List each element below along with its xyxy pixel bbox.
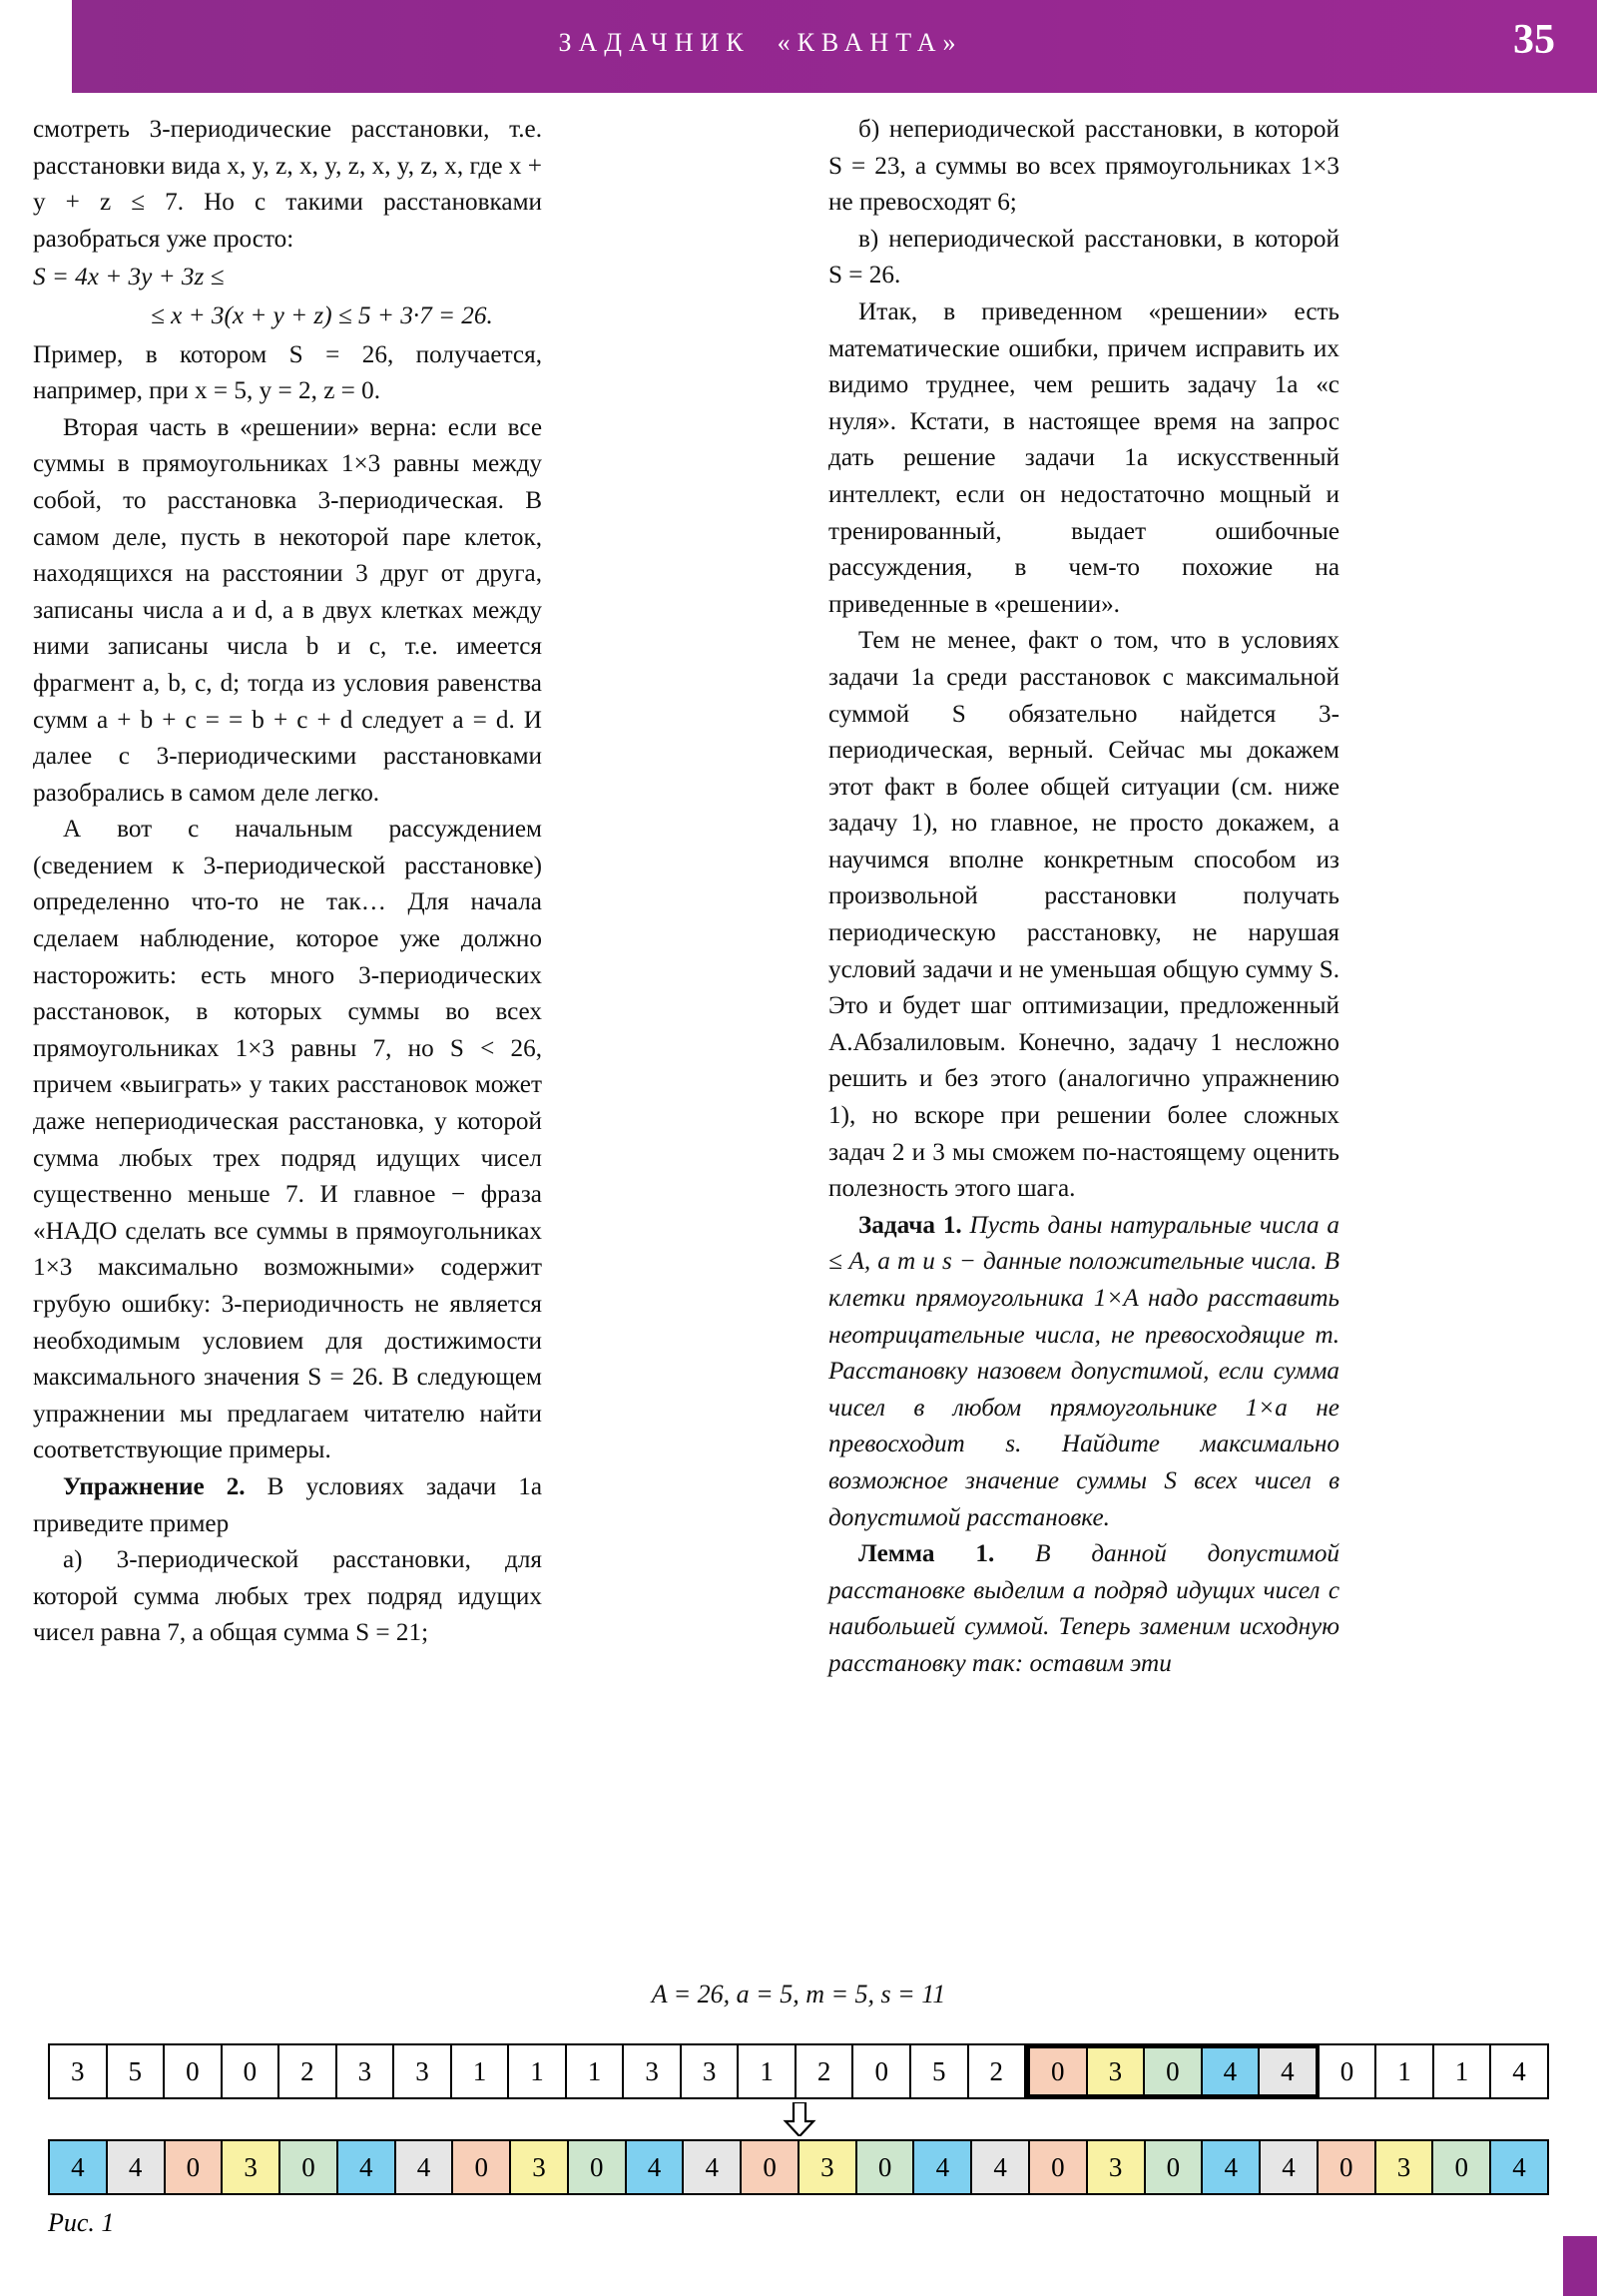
paragraph-second-part: Вторая часть в «решении» верна: если все суммы в прямоугольниках 1×3 равны между собой, то расстановка 3-периодическая. В самом деле, пусть в некоторой паре клеток, находящихся на расстоянии 3 друг от друга, записаны числа a и d, а в двух клетках между ними записаны числа b и c, т.е. имеется фрагмент a, b, c, d; тогда из условия равенства сумм a + b + c = = b + c + d следует a = d. И далее с 3-периодическими расстановками разобрались в самом деле легко. (33, 413, 542, 807)
article-body (0, 112, 1597, 1979)
figure-top-row-cell: 3 (682, 2045, 740, 2097)
figure-bottom-row-cell: 4 (108, 2141, 166, 2193)
left-column (33, 112, 542, 1652)
task-1-label: Задача 1. (858, 1211, 962, 1239)
figure-top-row-cell: 0 (1026, 2045, 1088, 2097)
figure-caption: Рис. 1 (48, 2208, 115, 2237)
figure-bottom-row-cell: 0 (1030, 2141, 1088, 2193)
task-1-text: Пусть даны натуральные числа a ≤ A, a m и s − данные положительные числа. В клетки прямоугольника 1×A надо расставить неотрицательные числа, не превосходящие m. Расстановку назовем допустимой, если сумма чисел в любом прямоугольнике 1×a не превосходит s. Найдите максимально возможное значение суммы S всех чисел в допустимой расстановке. (828, 1211, 1339, 1531)
figure-bottom-row-cell: 0 (569, 2141, 627, 2193)
figure-bottom-row-cell: 4 (684, 2141, 742, 2193)
figure-top-row-cell: 4 (1260, 2045, 1320, 2097)
figure-bottom-row-cell: 0 (1319, 2141, 1376, 2193)
figure-bottom-row-cell: 4 (1203, 2141, 1261, 2193)
page-number: 35 (1513, 17, 1555, 63)
paragraph-optimization-step: Тем не менее, факт о том, что в условиях задачи 1а среди расстановок с максимальной суммой S обязательно найдется 3-периодическая, верный. Сейчас мы докажем этот факт в более общей ситуации (см. ниже задачу 1), но главное, не просто докажем, а научимся вполне конкретным способом из произвольной расстановки получать периодическую расстановку, не нарушая условий задачи и не уменьшая общую сумму S. Это и будет шаг оптимизации, предложенный А.Абзалиловым. Конечно, задачу 1 несложно решить и без этого (аналогично упражнению 1), но вскоре при решении более сложных задач 2 и 3 мы сможем по-настоящему оценить полезность этого шага. (828, 627, 1339, 1203)
figure-top-row (48, 2043, 1549, 2099)
figure-bottom-row-cell: 4 (1261, 2141, 1319, 2193)
figure-top-row-cell: 1 (452, 2045, 510, 2097)
bottom-corner-tab (1563, 2236, 1597, 2296)
display-equation-1: S = 4x + 3y + 3z ≤ (33, 264, 225, 291)
figure-top-row-cell: 0 (1145, 2045, 1203, 2097)
exercise-2-label: Упражнение 2. (63, 1472, 246, 1500)
figure-top-row-cell: 1 (739, 2045, 797, 2097)
figure-bottom-row-cell: 0 (166, 2141, 224, 2193)
figure-top-row-cell: 4 (1203, 2045, 1261, 2097)
figure-top-row-cell: 4 (1491, 2045, 1547, 2097)
figure-top-row-cell: 3 (624, 2045, 682, 2097)
figure-bottom-row-cell: 4 (396, 2141, 454, 2193)
exercise-2-paragraph (33, 1469, 542, 1542)
figure-top-row-cell: 1 (1434, 2045, 1492, 2097)
figure-top-row-cell: 3 (337, 2045, 395, 2097)
paragraph-conclusion-errors: Итак, в приведенном «решении» есть математические ошибки, причем исправить их видимо труднее, чем решить задачу 1а «с нуля». Кстати, в настоящее время на запрос дать решение задачи 1а искусственный интеллект, если он недостаточно мощный и тренированный, выдает ошибочные рассуждения, в чем-то похожие на приведенные в «решении». (828, 297, 1339, 618)
lemma-1-paragraph (828, 1536, 1339, 1682)
figure-bottom-row-cell: 4 (338, 2141, 396, 2193)
figure-top-row-cell: 1 (1376, 2045, 1434, 2097)
exercise-2-item-a: а) 3-периодической расстановки, для которой сумма любых трех подряд идущих чисел равна 7, а общая сумма S = 21; (33, 1546, 542, 1647)
figure-top-row-cell: 1 (567, 2045, 625, 2097)
figure-bottom-row-cell: 4 (1491, 2141, 1547, 2193)
figure-bottom-row-cell: 0 (857, 2141, 915, 2193)
figure-top-row-cell: 2 (969, 2045, 1027, 2097)
figure-top-row-cell: 0 (853, 2045, 911, 2097)
figure-top-row-cell: 2 (797, 2045, 854, 2097)
task-1-paragraph (828, 1208, 1339, 1536)
figure-top-row-cell: 3 (1088, 2045, 1146, 2097)
display-equation-2: ≤ x + 3(x + y + z) ≤ 5 + 3·7 = 26. (151, 301, 493, 329)
figure-top-row-cell: 1 (509, 2045, 567, 2097)
figure-top-row-cell: 0 (1320, 2045, 1377, 2097)
figure-bottom-row (48, 2139, 1549, 2195)
figure-bottom-row-cell: 3 (1376, 2141, 1434, 2193)
figure-parameters: A = 26, a = 5, m = 5, s = 11 (651, 1980, 946, 2009)
exercise-2-text: В условиях задачи 1а приведите пример (33, 1472, 542, 1537)
down-arrow-icon (783, 2102, 816, 2136)
paragraph-continuation: смотреть 3-периодические расстановки, т.е. расстановки вида x, y, z, x, y, z, x, y, z, x, где x + y + z ≤ 7. Но с такими расстановками разобраться уже просто: (33, 116, 542, 253)
figure-bottom-row-cell: 0 (453, 2141, 511, 2193)
paragraph-example: Пример, в котором S = 26, получается, например, при x = 5, y = 2, z = 0. (33, 340, 542, 405)
figure-bottom-row-cell: 3 (511, 2141, 569, 2193)
figure-top-row-cell: 0 (223, 2045, 280, 2097)
figure-bottom-row-cell: 4 (914, 2141, 972, 2193)
lemma-1-text: В данной допустимой расстановке выделим a подряд идущих чисел с наибольшей суммой. Теперь заменим исходную расстановку так: оставим эти (828, 1540, 1340, 1677)
figure-top-row-cell: 3 (394, 2045, 452, 2097)
figure-bottom-row-cell: 0 (1433, 2141, 1491, 2193)
lemma-1-label: Лемма 1. (858, 1540, 995, 1568)
figure-top-row-cell: 0 (165, 2045, 223, 2097)
page-header-band (72, 0, 1597, 93)
figure-bottom-row-cell: 4 (972, 2141, 1030, 2193)
figure-bottom-row-cell: 4 (627, 2141, 685, 2193)
figure-bottom-row-cell: 3 (1088, 2141, 1146, 2193)
right-column (828, 112, 1339, 1683)
figure-bottom-row-cell: 3 (223, 2141, 280, 2193)
figure-top-row-cell: 5 (911, 2045, 969, 2097)
exercise-2-item-v: в) непериодической расстановки, в которой S = 26. (828, 225, 1339, 289)
figure-bottom-row-cell: 3 (799, 2141, 857, 2193)
figure-bottom-row-cell: 0 (1146, 2141, 1204, 2193)
page-header-title: ЗАДАЧНИК «КВАНТА» (558, 28, 963, 57)
figure-bottom-row-cell: 4 (50, 2141, 108, 2193)
exercise-2-item-b: б) непериодической расстановки, в которой S = 23, а суммы во всех прямоугольниках 1×3 не превосходят 6; (828, 116, 1339, 217)
figure-bottom-row-cell: 0 (280, 2141, 338, 2193)
figure-top-row-cell: 3 (50, 2045, 108, 2097)
paragraph-initial-reasoning: А вот с начальным рассуждением (сведением к 3-периодической расстановке) определенно что-то не так… Для начала сделаем наблюдение, которое уже должно насторожить: есть много 3-периодических расстановок, в которых суммы во всех прямоугольниках 1×3 равны 7, но S < 26, причем «выиграть» у таких расстановок может даже непериодическая расстановка, у которой сумма любых трех подряд идущих чисел существенно меньше 7. И главное − фраза «НАДО сделать все суммы в прямоугольниках 1×3 максимально возможными» содержит грубую ошибку: 3-периодичность не является необходимым условием для достижимости максимального значения S = 26. В следующем упражнении мы предлагаем читателю найти соответствующие примеры. (33, 816, 542, 1464)
figure-top-row-cell: 5 (108, 2045, 166, 2097)
figure-top-row-cell: 2 (279, 2045, 337, 2097)
figure-bottom-row-cell: 0 (742, 2141, 799, 2193)
